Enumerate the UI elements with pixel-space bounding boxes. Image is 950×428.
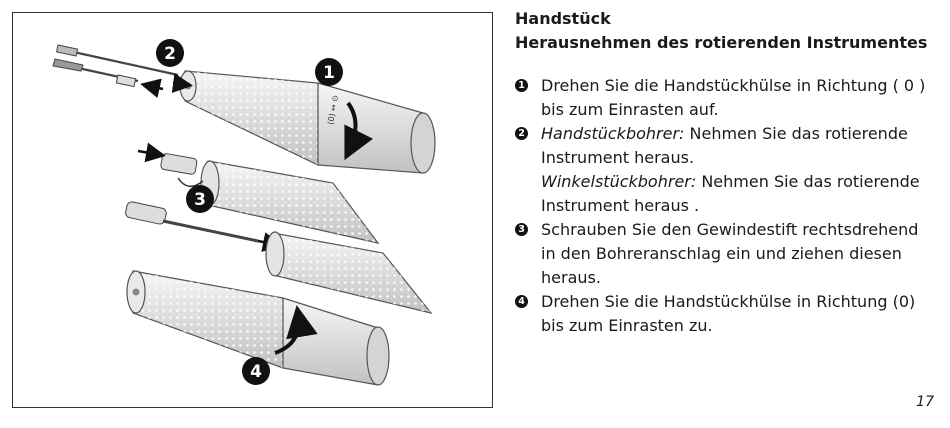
step-line: Drehen Sie die Handstückhülse in Richtung (0) — [541, 292, 916, 311]
step-line: bis zum Einrasten auf. — [541, 100, 719, 119]
step-line: Handstückbohrer: Nehmen Sie das rotierende — [541, 124, 908, 143]
page-title: Handstück — [515, 9, 611, 28]
step-3 — [515, 218, 940, 290]
svg-text:3: 3 — [194, 190, 206, 210]
step-number-3: 3 — [515, 223, 528, 236]
svg-text:4: 4 — [250, 362, 262, 382]
svg-text:2: 2 — [164, 44, 176, 64]
step-line: heraus. — [541, 268, 601, 287]
sleeve-marking: (0) ↔ ⊙ — [326, 94, 341, 126]
illustration-frame — [12, 12, 493, 408]
step-line: Instrument heraus . — [541, 196, 700, 215]
step-number-1: 1 — [515, 79, 528, 92]
step-4 — [515, 290, 940, 338]
pull-arrow-icon — [145, 85, 163, 89]
step-line: Schrauben Sie den Gewindestift rechtsdrehend — [541, 220, 919, 239]
instructions — [515, 7, 940, 338]
callout-2 — [156, 39, 184, 67]
callout-4 — [242, 357, 270, 385]
step-list — [515, 74, 940, 338]
contra-angle-bur-label: Winkelstückbohrer: — [541, 172, 697, 191]
handpiece-illustration — [13, 13, 494, 409]
step-line: in den Bohreranschlag ein und ziehen diesen — [541, 244, 902, 263]
step-line: Winkelstückbohrer: Nehmen Sie das rotierende — [541, 172, 920, 191]
callout-3 — [186, 185, 214, 213]
step-number-4: 4 — [515, 295, 528, 308]
step-line: Instrument heraus. — [541, 148, 695, 167]
push-arrow-icon — [138, 151, 161, 155]
svg-text:1: 1 — [323, 63, 335, 83]
callout-1 — [315, 58, 343, 86]
step-number-2: 2 — [515, 127, 528, 140]
step-line: bis zum Einrasten zu. — [541, 316, 713, 335]
handpiece-bur-label: Handstückbohrer: — [541, 124, 685, 143]
step-2 — [515, 122, 940, 218]
handpiece-top — [180, 71, 435, 173]
page-number: 17 — [916, 394, 934, 410]
section-title: Herausnehmen des rotierenden Instrumentes — [515, 33, 928, 52]
step-1 — [515, 74, 940, 122]
step-line: Drehen Sie die Handstückhülse in Richtung ( 0 ) — [541, 76, 926, 95]
